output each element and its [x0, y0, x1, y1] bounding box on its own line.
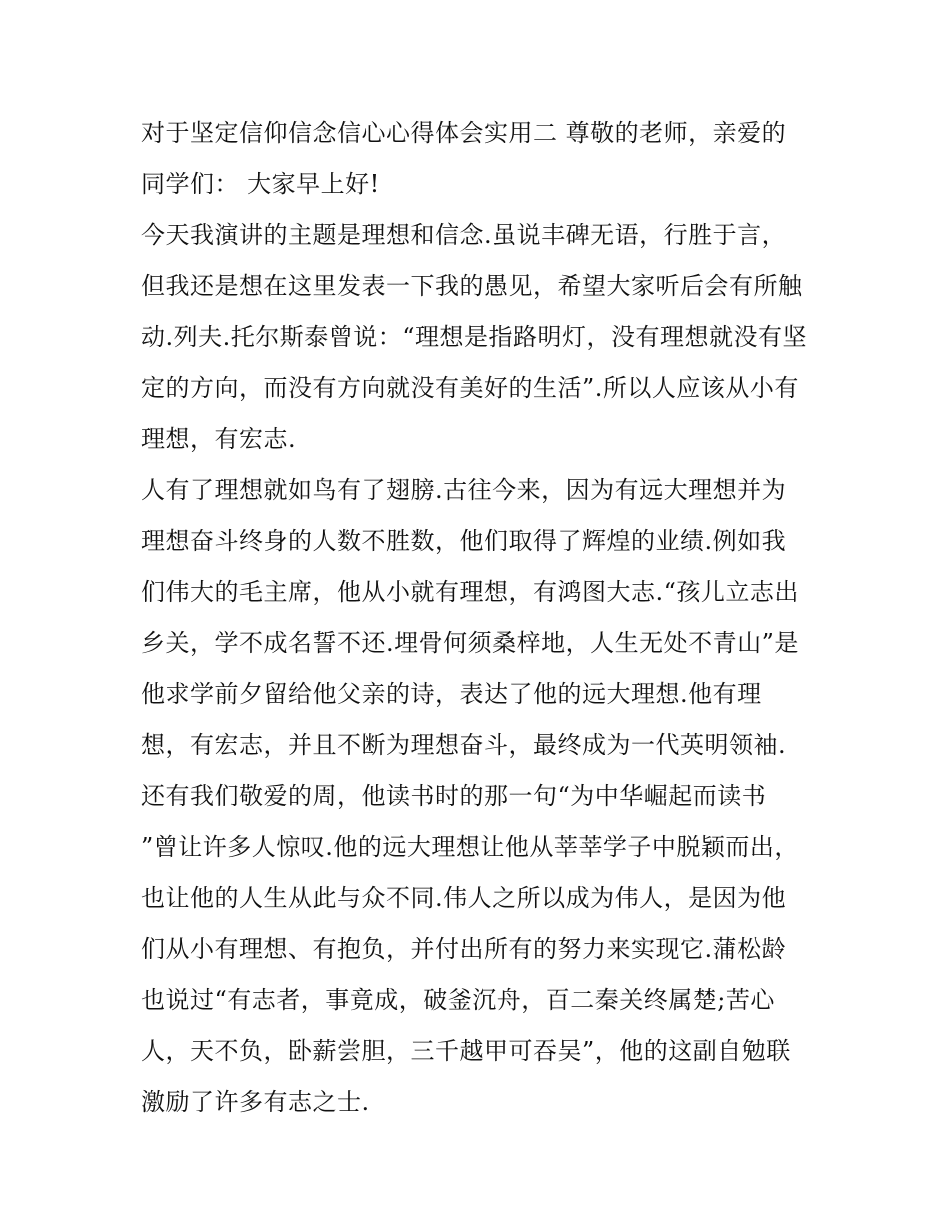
text-line: ”曾让许多人惊叹.他的远大理想让他从莘莘学子中脱颖而出，: [141, 833, 799, 861]
text-line: 对于坚定信仰信念信心心得体会实用二 尊敬的老师，亲爱的: [141, 119, 787, 147]
text-line: 动.列夫.托尔斯泰曾说：“理想是指路明灯，没有理想就没有坚: [141, 323, 808, 351]
text-line: 理想奋斗终身的人数不胜数，他们取得了辉煌的业绩.例如我: [141, 527, 787, 555]
text-line: 还有我们敬爱的周，他读书时的那一句“为中华崛起而读书: [141, 782, 767, 810]
text-line: 人有了理想就如鸟有了翅膀.古往今来，因为有远大理想并为: [141, 476, 787, 504]
text-line: 但我还是想在这里发表一下我的愚见，希望大家听后会有所触: [141, 272, 803, 300]
text-line: 们伟大的毛主席，他从小就有理想，有鸿图大志.“孩儿立志出: [141, 578, 799, 606]
text-line: 也说过“有志者，事竟成，破釜沉舟，百二秦关终属楚;苦心: [141, 986, 775, 1014]
text-line: 人，天不负，卧薪尝胆，三千越甲可吞吴”，他的这副自勉联: [141, 1037, 791, 1065]
text-line: 乡关，学不成名誓不还.埋骨何须桑梓地，人生无处不青山”是: [141, 629, 799, 657]
text-line: 也让他的人生从此与众不同.伟人之所以成为伟人，是因为他: [141, 884, 787, 912]
text-line: 们从小有理想、有抱负，并付出所有的努力来实现它.蒲松龄: [141, 935, 787, 963]
text-line: 同学们： 大家早上好!: [141, 170, 380, 198]
text-line: 想，有宏志，并且不断为理想奋斗，最终成为一代英明领袖.: [141, 731, 787, 759]
document-body: [141, 108, 821, 1128]
text-line: 定的方向，而没有方向就没有美好的生活”.所以人应该从小有: [141, 374, 799, 402]
text-line: 今天我演讲的主题是理想和信念.虽说丰碑无语，行胜于言，: [141, 221, 787, 249]
text-line: 理想，有宏志.: [141, 425, 297, 453]
text-line: 他求学前夕留给他父亲的诗，表达了他的远大理想.他有理: [141, 680, 762, 708]
text-line: 激励了许多有志之士.: [141, 1088, 370, 1116]
